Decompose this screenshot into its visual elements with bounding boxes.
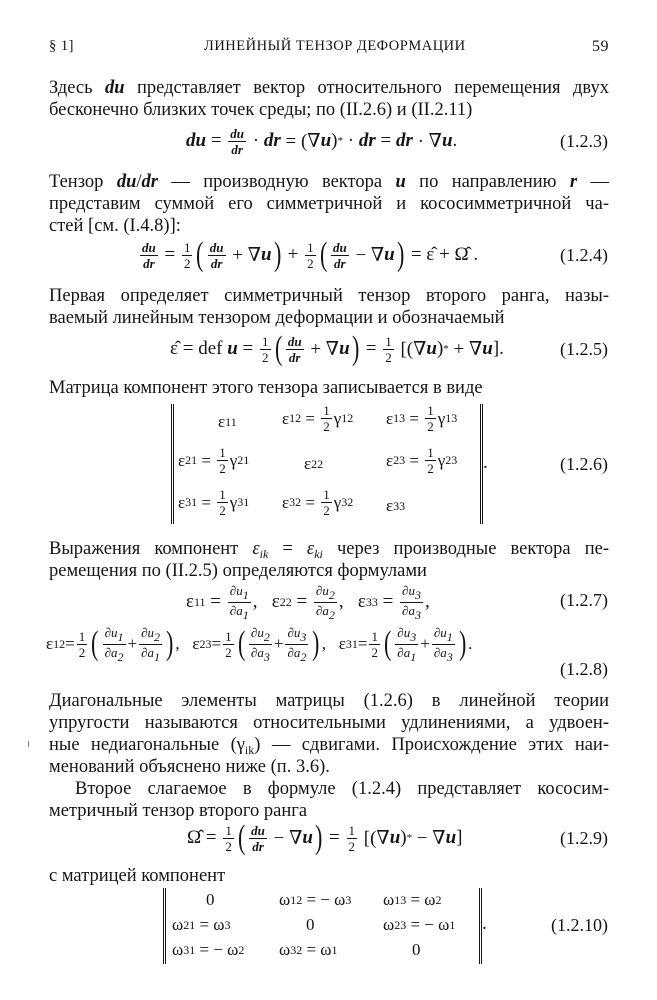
- equation-number: (1.2.4): [560, 245, 608, 265]
- paragraph-line: ваемый линейным тензором деформации и обозначаемый: [49, 308, 505, 328]
- equation-1-2-9: Ω̂ = $\frac{1}{2}$ ( $\frac{du}{dr}$ − ∇ u ) = $\frac{1}{2}$ [(∇ u ) * − ∇ u ]: [187, 819, 463, 856]
- equation-number: (1.2.10): [551, 915, 608, 935]
- paragraph-line: Выражения компонент $\varepsilon_{ik} = \varepsilon_{ki}$ через производные вектора пе-: [49, 539, 609, 561]
- equation-1-2-4: $\frac{du}{dr}$ = $\frac{1}{2}$ ( $\frac{du}{dr}$ + ∇ u ) + $\frac{1}{2}$ ( $\frac{du}{dr}$ − ∇ u ) = ε̂ + Ω̂ .: [142, 236, 479, 273]
- paragraph-line: Второе слагаемое в формуле (1.2.4) представляет кососим-: [75, 779, 609, 799]
- page-number: 59: [592, 38, 609, 55]
- equation-1-2-3: du = $\frac{du}{dr}$ · dr = (∇ u ) * · dr = dr · ∇ u .: [186, 125, 458, 157]
- equation-number: (1.2.8): [560, 659, 608, 679]
- equation-number: (1.2.5): [560, 339, 608, 359]
- paragraph-line: представим суммой его симметричной и кососимметричной ча-: [49, 194, 609, 214]
- paragraph-line: Диагональные элементы матрицы (1.2.6) в линейной теории: [49, 691, 609, 711]
- paragraph-line: Здесь du представляет вектор относительного перемещения двух: [49, 78, 609, 98]
- equation-number: (1.2.7): [560, 590, 608, 610]
- paragraph-line: бесконечно близких точек среды; по (II.2.6) и (II.2.11): [49, 100, 473, 120]
- paragraph-line: Тензор du/dr — производную вектора u по направлению r —: [49, 172, 610, 192]
- paragraph-line: ремещения по (II.2.5) определяются формулами: [49, 561, 427, 581]
- paragraph-line: с матрицей компонент: [49, 866, 226, 886]
- paragraph-line: стей [см. (I.4.8)]:: [49, 216, 181, 236]
- paragraph-line: метричный тензор второго ранга: [49, 801, 308, 821]
- running-header-title: ЛИНЕЙНЫЙ ТЕНЗОР ДЕФОРМАЦИИ: [204, 38, 466, 54]
- paragraph-line: упругости называются относительными удлинениями, а удвоен-: [49, 713, 609, 733]
- equation-number: (1.2.9): [560, 828, 608, 848]
- equation-1-2-7: ε 11 = $\frac{\partial u1}{\partial a1}$ , ε 22 = $\frac{\partial u2}{\partial a2}$ , ε 33 = $\frac{\partial u3}{\partial a3}$ ,: [186, 582, 430, 622]
- scan-mark: [28, 741, 29, 747]
- equation-number: (1.2.3): [560, 131, 608, 151]
- strain-matrix: ε 11 ε 12 = $\frac{1}{2}$ γ 12 ε 13 = $\frac{1}{2}$ γ 13 ε 21 = $\frac{1}{2}$ γ 21 ε 22 ε 23 = $\frac{1}{2}$ γ 23 ε 31 = $\frac{1}{2}$ γ 31 ε 32 = $\frac{1}{2}$ γ 32 ε 33: [171, 404, 483, 524]
- paragraph-line: Первая определяет симметричный тензор второго ранга, назы-: [49, 286, 609, 306]
- paragraph-line: ные недиагональные $(\gamma_{ik})$ — сдвигами. Происхождение этих наи-: [49, 735, 609, 757]
- paragraph-line: менований объяснено ниже (п. 3.6).: [49, 757, 330, 777]
- rotation-matrix: 0 ω 12 = − ω 3 ω 13 = ω 2 ω 21 = ω 3 0 ω 23 = − ω 1 ω 31 = − ω 2 ω 32 = ω 1 0: [163, 888, 482, 964]
- paragraph-line: Матрица компонент этого тензора записывается в виде: [49, 378, 483, 398]
- equation-number: (1.2.6): [560, 454, 608, 474]
- matrix-period: .: [483, 452, 488, 473]
- equation-1-2-5: ε̂ = def u = $\frac{1}{2}$ ( $\frac{du}{dr}$ + ∇ u ) = $\frac{1}{2}$ [(∇ u ) * + ∇ u ].: [170, 330, 504, 367]
- equation-1-2-8: ε 12 = $\frac{1}{2}$ ( $\frac{\partial u1}{\partial a2}$ + $\frac{\partial u2}{\partial a1}$ ) , ε 23 = $\frac{1}{2}$ ( $\frac{\partial u2}{\partial a3}$ + $\frac{\partial u3}{\partial a2}$ ) , ε 31 = $\frac{1}{2}$ ( $\frac{\partial u3}{\partial a1}$ + $\frac{\partial u1}{\partial a3}$ ) .: [46, 624, 473, 664]
- matrix-period: .: [482, 913, 487, 934]
- running-header-section: § 1]: [49, 38, 74, 54]
